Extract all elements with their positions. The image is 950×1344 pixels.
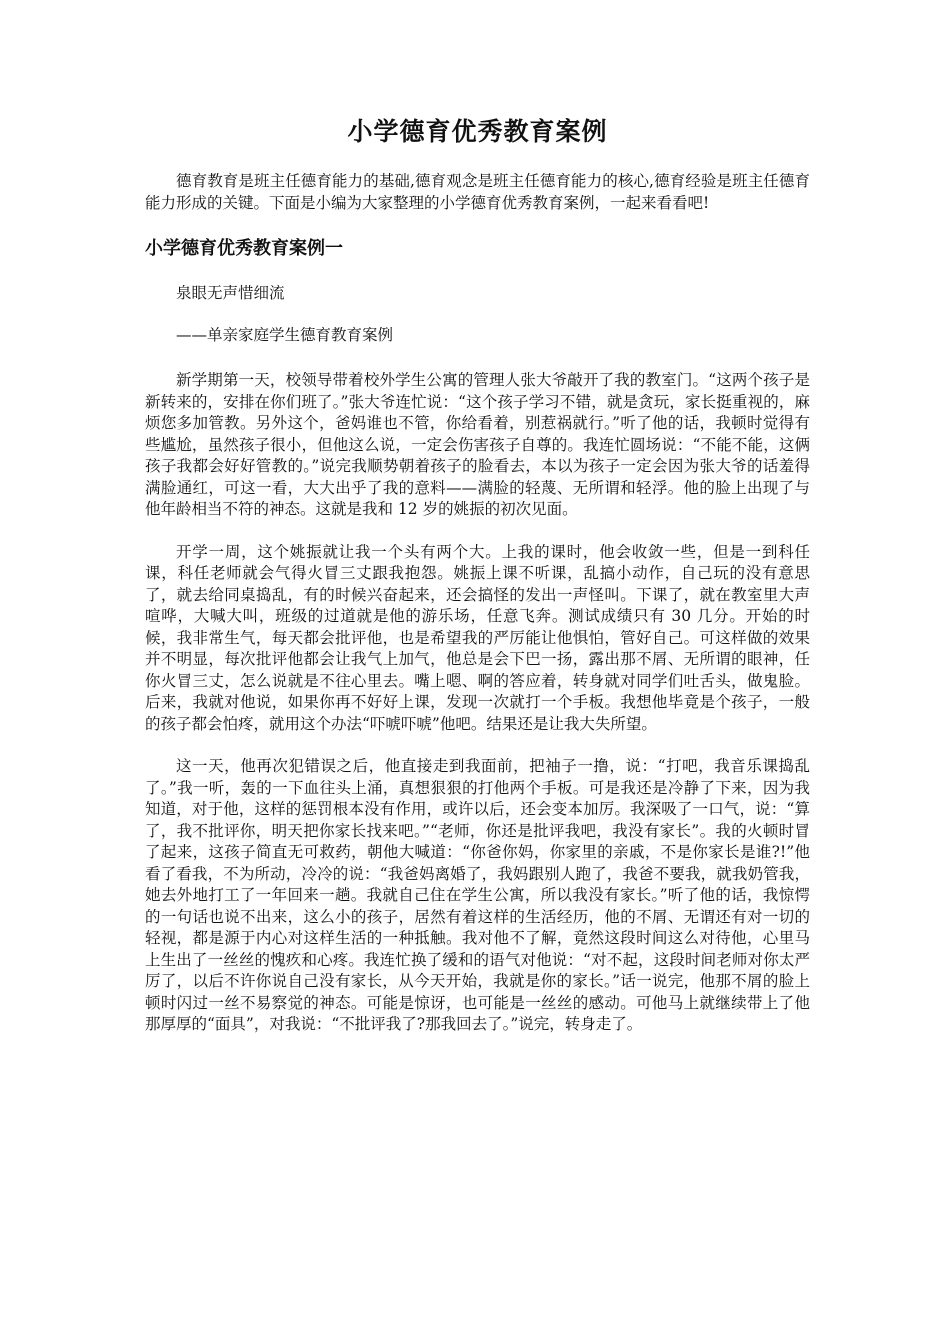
section-heading: 小学德育优秀教育案例一	[145, 238, 343, 259]
document-page	[145, 112, 810, 1057]
story-subtitle: ——单亲家庭学生德育教育案例	[176, 326, 394, 344]
body-paragraph: 新学期第一天，校领导带着校外学生公寓的管理人张大爷敲开了我的教室门。“这两个孩子是新转来的，安排在你们班了。”张大爷连忙说：“这个孩子学习不错，就是贪玩，家长挺重视的，麻烦您多加管教。另外这个，爸妈谁也不管，你给看着，别惹祸就行。”听了他的话，我顿时觉得有些尴尬，虽然孩子很小，但他这么说，一定会伤害孩子自尊的。我连忙圆场说：“不能不能，这俩孩子我都会好好管教的。”说完我顺势朝着孩子的脸看去，本以为孩子一定会因为张大爷的话羞得满脸通红，可这一看，大大出乎了我的意料——满脸的轻蔑、无所谓和轻浮。他的脸上出现了与他年龄相当不符的神态。这就是我和 12 岁的姚振的初次见面。	[145, 371, 810, 518]
story-title: 泉眼无声惜细流	[176, 284, 285, 302]
body-paragraph: 开学一周，这个姚振就让我一个头有两个大。上我的课时，他会收敛一些，但是一到科任课，科任老师就会气得火冒三丈跟我抱怨。姚振上课不听课，乱搞小动作，自己玩的没有意思了，就去给同桌捣乱，有的时候兴奋起来，还会搞怪的发出一声怪叫。下课了，就在教室里大声喧哗，大喊大叫，班级的过道就是他的游乐场，任意飞奔。测试成绩只有 30 几分。开始的时候，我非常生气，每天都会批评他，也是希望我的严厉能让他惧怕，管好自己。可这样做的效果并不明显，每次批评他都会让我气上加气，他总是会下巴一扬，露出那不屑、无所谓的眼神，任你火冒三丈，怎么说就是不往心里去。嘴上嗯、啊的答应着，转身就对同学们吐舌头，做鬼脸。后来，我就对他说，如果你再不好好上课，发现一次就打一个手板。我想他毕竟是个孩子，一般的孩子都会怕疼，就用这个办法“吓唬吓唬”他吧。结果还是让我大失所望。	[145, 542, 810, 733]
intro-paragraph: 德育教育是班主任德育能力的基础,德育观念是班主任德育能力的核心,德育经验是班主任德育能力形成的关键。下面是小编为大家整理的小学德育优秀教育案例，一起来看看吧!	[145, 172, 810, 212]
document-title: 小学德育优秀教育案例	[347, 117, 608, 146]
body-paragraph: 这一天，他再次犯错误之后，他直接走到我面前，把袖子一撸，说：“打吧，我音乐课捣乱了。”我一听，轰的一下血往头上涌，真想狠狠的打他两个手板。可是我还是冷静了下来，因为我知道，对于他，这样的惩罚根本没有作用，或许以后，还会变本加厉。我深吸了一口气，说：“算了，我不批评你，明天把你家长找来吧。”“老师，你还是批评我吧，我没有家长”。我的火顿时冒了起来，这孩子简直无可救药，朝他大喊道：“你爸你妈，你家里的亲戚，不是你家长是谁?!”他看了看我，不为所动，冷冷的说：“我爸妈离婚了，我妈跟别人跑了，我爸不要我，就我奶管我，她去外地打工了一年回来一趟。我就自己住在学生公寓，所以我没有家长。”听了他的话，我惊愕的一句话也说不出来，这么小的孩子，居然有着这样的生活经历，他的不屑、无谓还有对一切的轻视，都是源于内心对这样生活的一种抵触。我对他不了解，竟然这段时间这么对待他，心里马上生出了一丝丝的愧疚和心疼。我连忙换了缓和的语气对他说：“对不起，这段时间老师对你太严厉了，以后不许你说自己没有家长，从今天开始，我就是你的家长。”话一说完，他那不屑的脸上顿时闪过一丝不易察觉的神态。可能是惊讶，也可能是一丝丝的感动。可他马上就继续带上了他那厚厚的“面具”，对我说：“不批评我了?那我回去了。”说完，转身走了。	[145, 757, 810, 1033]
